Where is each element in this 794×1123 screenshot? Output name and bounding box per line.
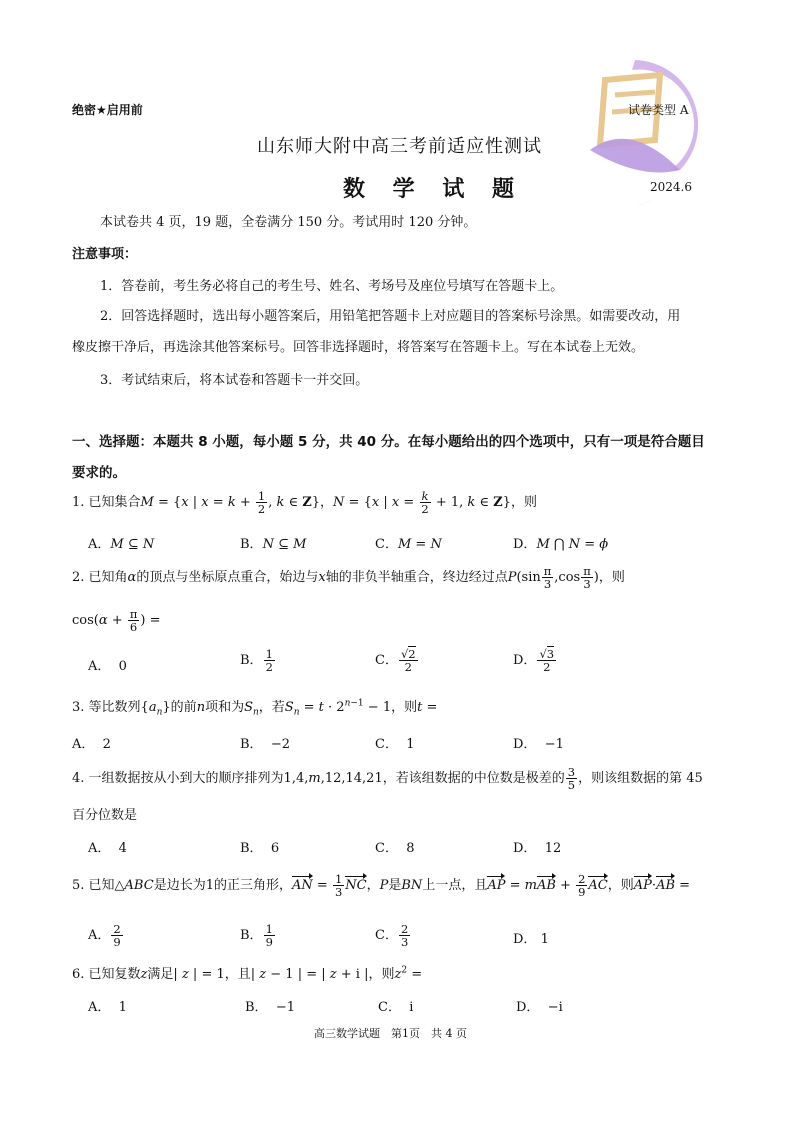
note-item: 2．回答选择题时，选出每小题答案后，用铅笔把答题卡上对应题目的答案标号涂黑。如需要改动，用 bbox=[100, 309, 681, 324]
question-2-expr: cos(α + $\frac{\pi}{6}$ ) = bbox=[72, 607, 161, 634]
q1-option-c: C．M = N bbox=[375, 537, 442, 552]
q6-option-c: C． i bbox=[378, 1000, 414, 1015]
q2-option-c: C． $\frac{√2}{2}$ bbox=[375, 647, 416, 674]
q3-option-c: C． 1 bbox=[375, 737, 415, 752]
subject-title: 数 学 试 题 bbox=[343, 176, 524, 202]
q6-option-b: B． −1 bbox=[245, 1000, 295, 1015]
question-4-cont: 百分位数是 bbox=[72, 808, 138, 823]
q3-option-a: A． 2 bbox=[72, 737, 111, 752]
q1-option-a: A．M ⊆ N bbox=[88, 537, 155, 552]
q2-option-d: D． $\frac{√3}{2}$ bbox=[513, 647, 555, 674]
question-4: 4. 一组数据按从小到大的顺序排列为1,4,m,12,14,21，若该组数据的中位数是极差的 $\frac{3}{5}$ ，则该组数据的第 45 bbox=[72, 765, 703, 792]
secret-label: 绝密★启用前 bbox=[72, 103, 143, 117]
question-3: 3. 等比数列$\{a_n\}$的前n项和为$S_n$，若$S_n = t \cdot 2^{n-1} - 1$，则t = bbox=[72, 698, 438, 718]
question-6: 6. 已知复数z满足| z | = 1，且| z − 1 | = | z + i |，则$z^2$ = bbox=[72, 965, 423, 982]
q2-option-a: A． 0 bbox=[88, 659, 127, 674]
q5-option-d: D． 1 bbox=[513, 932, 549, 947]
page-footer: 高三数学试题 第1页 共 4 页 bbox=[314, 1027, 467, 1040]
q5-option-b: B． $\frac{1}{9}$ bbox=[240, 922, 273, 949]
q5-option-c: C． $\frac{2}{3}$ bbox=[375, 922, 409, 949]
q3-option-b: B． −2 bbox=[240, 737, 290, 752]
notes-heading: 注意事项： bbox=[72, 247, 138, 262]
q4-option-d: D． 12 bbox=[513, 841, 562, 856]
q2-option-b: B． $\frac{1}{2}$ bbox=[240, 647, 273, 674]
q4-option-a: A． 4 bbox=[88, 841, 127, 856]
exam-intro: 本试卷共 4 页，19 题，全卷满分 150 分。考试用时 120 分钟。 bbox=[100, 215, 477, 230]
q3-option-d: D． −1 bbox=[513, 737, 564, 752]
paper-type: 试卷类型 A bbox=[628, 103, 689, 117]
note-item: 橡皮擦干净后，再选涂其他答案标号。回答非选择题时，将答案写在答题卡上。写在本试卷上无效。 bbox=[72, 340, 645, 355]
note-item: 3．考试结束后，将本试卷和答题卡一并交回。 bbox=[100, 373, 369, 388]
q6-option-a: A． 1 bbox=[88, 1000, 127, 1015]
q6-option-d: D． −i bbox=[516, 1000, 563, 1015]
note-item: 1．答卷前，考生务必将自己的考生号、姓名、考场号及座位号填写在答题卡上。 bbox=[100, 279, 564, 294]
section-heading-cont: 要求的。 bbox=[72, 465, 126, 481]
q1-option-b: B．N ⊆ M bbox=[240, 537, 307, 552]
exam-date: 2024.6 bbox=[650, 180, 692, 194]
section-heading: 一、选择题：本题共 8 小题，每小题 5 分，共 40 分。在每小题给出的四个选项中，只有一项是符合题目 bbox=[72, 434, 705, 450]
q1-option-d: D．M ⋂ N = ϕ bbox=[513, 537, 609, 552]
school-logo bbox=[560, 20, 720, 220]
question-2: 2. 已知角α的顶点与坐标原点重合，始边与x轴的非负半轴重合，终边经过点P(sin $\frac{\pi}{3}$ ,cos $\frac{\pi}{3}$ )，则 bbox=[72, 564, 625, 591]
question-1: 1. 已知集合M = {x | x = k + $\frac{1}{2}$ , k ∈ Z}，N = {x | x = $\frac{k}{2}$ + 1, k ∈ Z}，则 bbox=[72, 489, 537, 516]
q4-option-c: C． 8 bbox=[375, 841, 415, 856]
q5-option-a: A． $\frac{2}{9}$ bbox=[88, 922, 121, 949]
q4-option-b: B． 6 bbox=[240, 841, 280, 856]
question-5: 5. 已知△ABC是边长为1的正三角形，AN = $\frac{1}{3}$ NC，P是BN上一点，且AP = mAB + $\frac{2}{9}$ AC，则AP·AB = bbox=[72, 872, 691, 899]
exam-title: 山东师大附中高三考前适应性测试 bbox=[257, 136, 542, 157]
